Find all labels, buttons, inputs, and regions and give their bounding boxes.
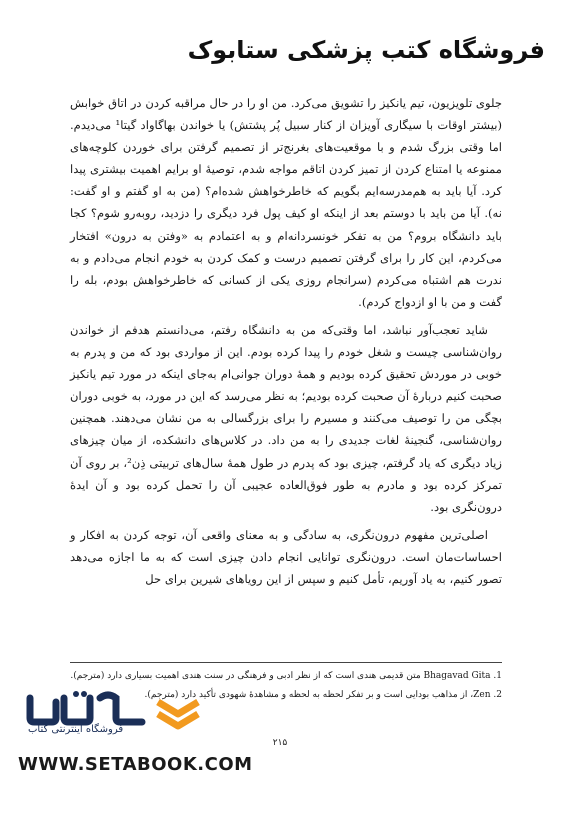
page-number: ۲۱۵: [272, 738, 288, 748]
footnote: 1. Bhagavad Gita متن قدیمی هندی است که از نظر ادبی و فرهنگی در سنت هندی اهمیت بسیاری دارد (مترجم).: [70, 671, 502, 681]
page-header: [0, 36, 567, 80]
site-url: WWW.SETABOOK.COM: [18, 754, 253, 775]
logo-tagline: فروشگاه اینترنتی کتاب: [28, 724, 124, 735]
paragraph: شاید تعجب‌آور نباشد، اما وقتی‌که من به دانشگاه رفتم، می‌دانستم هدفم از خواندن روان‌شناسی چیست و شغل خودم را پیدا کرده بودم. این از مواردی بود که من و پدرم به خوبی در موردش تحقیق کرده بودیم و همهٔ دوران جوانی‌ام به‌جای اینکه در مورد تیم یانکیز صحبت کنیم دربارهٔ آن صحبت کرده بودیم؛ به نظر می‌رسد که این در مورد، به خوبی دوران بچگی من را توصیف می‌کنند و مسیرم را برای بزرگسالی به من نشان می‌دهند. همچنین روان‌شناسی، گنجینهٔ لغات جدیدی را به من داد. در کلاس‌های دانشکده، از میان چیزهای زیاد دیگری که یاد گرفتم، چیزی بود که پدرم در طول همهٔ سال‌های تربیتی ذِن²، بر روی آن تمرکز کرده بود و مادرم به طور فوق‌العاده عجیبی آن را تحمل کرده بود و آن ایدهٔ درون‌نگری بود.: [70, 322, 502, 514]
paragraph: اصلی‌ترین مفهوم درون‌نگری، به سادگی و به معنای واقعی آن، توجه کردن به افکار و احساسات‌مان است. درون‌نگری توانایی انجام دادن چیزی است که به ما اجازه می‌دهد تصور کنیم، به یاد آوریم، تأمل کنیم و سپس از این رویاهای شیرین برای حل: [70, 527, 502, 586]
book-stack-icon: [154, 692, 202, 738]
paragraph: جلوی تلویزیون، تیم یانکیز را تشویق می‌کرد. من او را در حال مراقبه کردن در اتاق خوابش (بیشتر اوقات با سیگاری آویزان از کنار سبیل پُر پشتش) یا خواندن بهاگاواد گیتا¹ می‌دیدم. اما وقتی بزرگ شدم و با موقعیت‌های بغرنج‌تر از تصمیم گرفتن برای خوردن کلوچه‌های ممنوعه یا امتناع کردن از تمیز کردن اتاقم مواجه شدم، توصیهٔ او برایم اهمیت بیشتری پیدا کرد. آیا باید به هم‌مدرسه‌ایم بگویم که خاطرخواهش شده‌ام؟ (من به او گفتم و او گفت: نه). آیا من باید با دوستم بعد از اینکه او کیف پول فرد دیگری را دزدید، روبه‌رو شوم؟ کجا باید دانشگاه بروم؟ من به تفکر خونسردانه‌ام و به اعتمادم به «وفتن به درون» افتخار می‌کردم، این کار را برای گرفتن تصمیم درست و کمک کردن به خودم انجام می‌دادم و به ندرت هم اشتباه می‌کردم (سرانجام روزی یکی از کسانی که خاطرخواهش بودم، بله را گفت و من با او ازدواج کردم).: [70, 96, 502, 309]
book-text: [70, 92, 502, 596]
store-title: فروشگاه کتب پزشکی ستابوک: [187, 36, 545, 64]
footnote: 2. Zen، از مذاهب بودایی است و بر تفکر لحظه به لحظه و مشاهدهٔ شهودی تأکید دارد (مترجم).: [144, 690, 502, 700]
setabook-logo: [24, 690, 324, 742]
